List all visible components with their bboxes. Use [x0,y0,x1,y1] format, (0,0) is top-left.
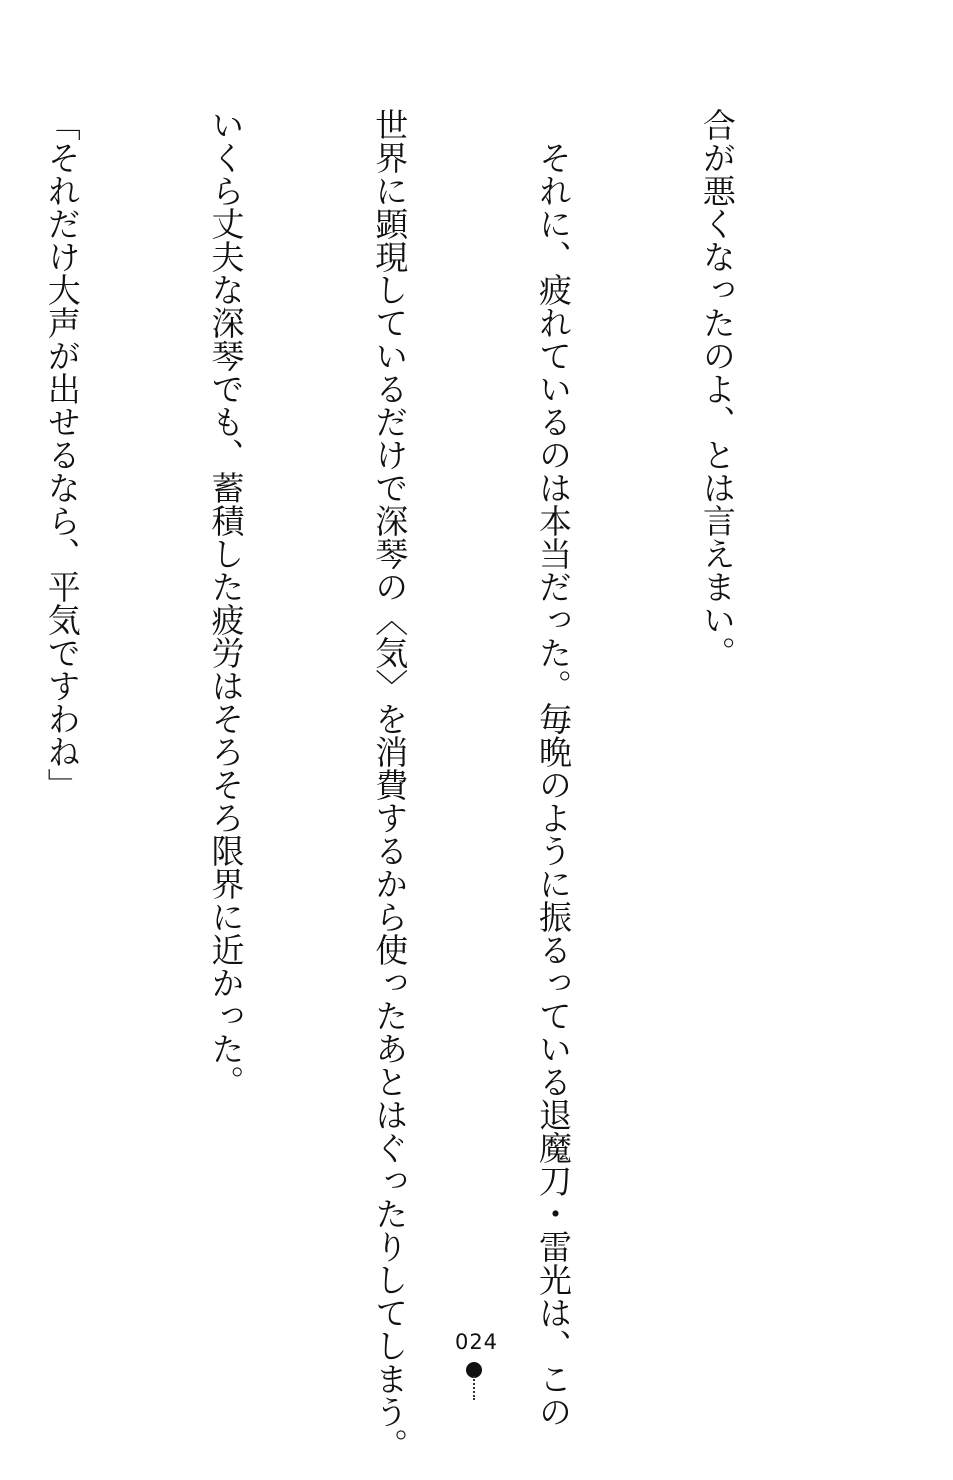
text-line: それに、疲れているのは本当だった。毎晩のように振るっている退魔刀・雷光は、この [534,108,574,1428]
page-ornament-icon [466,1362,482,1400]
text-line: 「それだけ大声が出せるなら、平気ですわね」 [42,108,82,801]
text-line: 世界に顕現しているだけで深琴の〈気〉を消費するから使ったあとはぐったりしてしまう。 [370,108,410,1461]
page-number: 024 [454,1330,499,1354]
ornament-dotted-line [473,1376,475,1400]
text-line: いくら丈夫な深琴でも、蓄積した疲労はそろそろ限界に近かった。 [206,108,246,1098]
text-line: 合が悪くなったのよ、とは言えまい。 [697,108,737,669]
